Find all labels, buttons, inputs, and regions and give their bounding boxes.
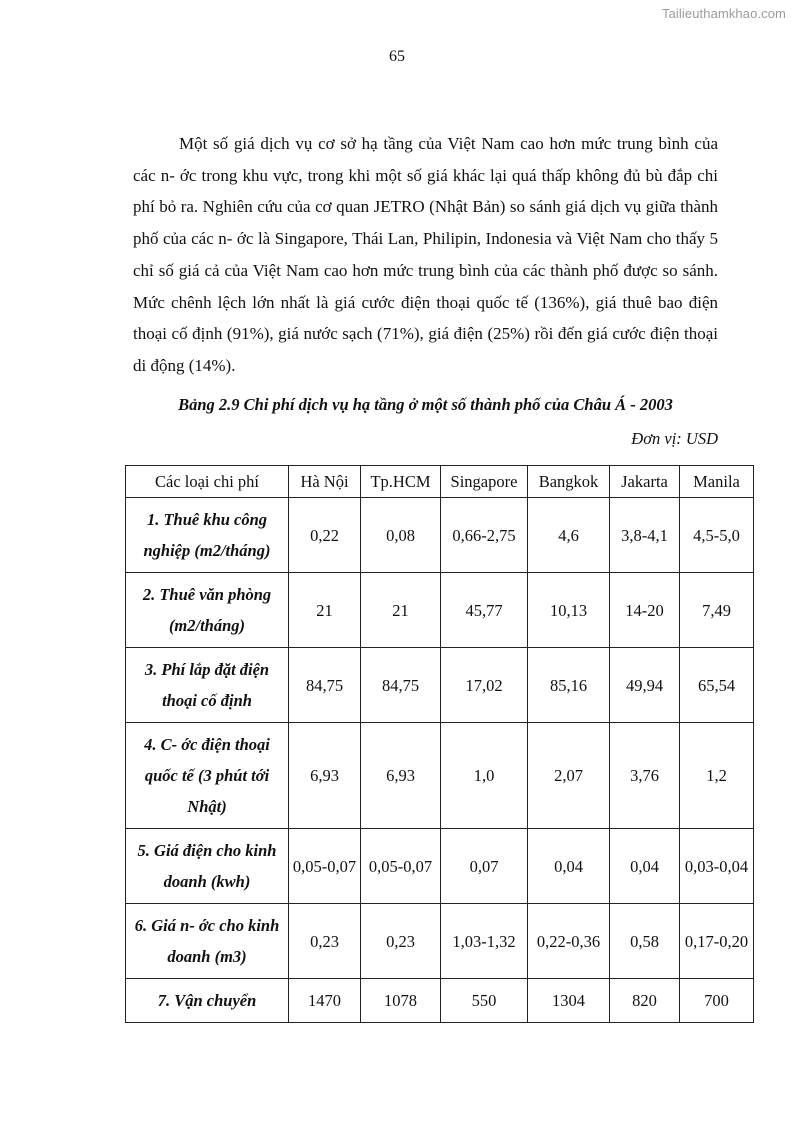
table-cell: 14-20 <box>610 573 680 648</box>
row-label: 2. Thuê văn phòng (m2/tháng) <box>126 573 289 648</box>
table-cell: 1,03-1,32 <box>441 904 528 979</box>
table-row <box>126 648 754 723</box>
table-cell: 0,04 <box>610 829 680 904</box>
table-cell: 0,05-0,07 <box>289 829 361 904</box>
table-row <box>126 979 754 1023</box>
body-paragraph: Một số giá dịch vụ cơ sở hạ tầng của Việt Nam cao hơn mức trung bình của các n- ớc trong khu vực, trong khi một số giá khác lại quá thấp không đủ bù đắp chi phí bỏ ra. Nghiên cứu của cơ quan JETRO (Nhật Bản) so sánh giá dịch vụ giữa thành phố của các n- ớc là Singapore, Thái Lan, Philipin, Indonesia và Việt Nam cho thấy 5 chỉ số giá cả của Việt Nam cao hơn mức trung bình của các thành phố được so sánh. Mức chênh lệch lớn nhất là giá cước điện thoại quốc tế (136%), giá thuê bao điện thoại cố định (91%), giá nước sạch (71%), giá điện (25%) rồi đến giá cước điện thoại di động (14%). <box>133 134 718 375</box>
row-label: 3. Phí lắp đặt điện thoại cố định <box>126 648 289 723</box>
table-cell: 0,22 <box>289 498 361 573</box>
table-cell: 1470 <box>289 979 361 1023</box>
table-cell: 0,17-0,20 <box>680 904 754 979</box>
table-cell: 1,0 <box>441 723 528 829</box>
table-body <box>126 498 754 1023</box>
table-cell: 49,94 <box>610 648 680 723</box>
column-header: Singapore <box>441 466 528 498</box>
table-cell: 2,07 <box>528 723 610 829</box>
row-label: 7. Vận chuyển <box>126 979 289 1023</box>
table-cell: 84,75 <box>361 648 441 723</box>
table-cell: 3,8-4,1 <box>610 498 680 573</box>
row-label: 4. C- ớc điện thoại quốc tế (3 phút tới Nhật) <box>126 723 289 829</box>
table-cell: 21 <box>361 573 441 648</box>
column-header: Tp.HCM <box>361 466 441 498</box>
table-row <box>126 573 754 648</box>
column-header: Manila <box>680 466 754 498</box>
table-row <box>126 904 754 979</box>
table-cell: 0,05-0,07 <box>361 829 441 904</box>
table-cell: 6,93 <box>289 723 361 829</box>
table-cell: 1078 <box>361 979 441 1023</box>
table-cell: 0,66-2,75 <box>441 498 528 573</box>
table-cell: 65,54 <box>680 648 754 723</box>
table-cell: 84,75 <box>289 648 361 723</box>
table-cell: 7,49 <box>680 573 754 648</box>
table-cell: 21 <box>289 573 361 648</box>
table-cell: 700 <box>680 979 754 1023</box>
table-cell: 1304 <box>528 979 610 1023</box>
column-header: Hà Nội <box>289 466 361 498</box>
row-label: 6. Giá n- ớc cho kinh doanh (m3) <box>126 904 289 979</box>
table-row <box>126 829 754 904</box>
row-label: 5. Giá điện cho kinh doanh (kwh) <box>126 829 289 904</box>
table-cell: 4,5-5,0 <box>680 498 754 573</box>
table-cell: 0,07 <box>441 829 528 904</box>
column-header: Bangkok <box>528 466 610 498</box>
table-cell: 10,13 <box>528 573 610 648</box>
table-cell: 17,02 <box>441 648 528 723</box>
table-cell: 0,22-0,36 <box>528 904 610 979</box>
unit-note: Đơn vị: USD <box>631 429 718 448</box>
table-row <box>126 498 754 573</box>
table-cell: 45,77 <box>441 573 528 648</box>
table-cell: 0,58 <box>610 904 680 979</box>
row-label: 1. Thuê khu công nghiệp (m2/tháng) <box>126 498 289 573</box>
column-header: Jakarta <box>610 466 680 498</box>
table-header-row <box>126 466 754 498</box>
table-cell: 0,23 <box>289 904 361 979</box>
table-cell: 550 <box>441 979 528 1023</box>
table-caption: Bảng 2.9 Chi phí dịch vụ hạ tầng ở một số thành phố của Châu Á - 2003 <box>178 395 673 414</box>
table-cell: 820 <box>610 979 680 1023</box>
table-cell: 85,16 <box>528 648 610 723</box>
table-row <box>126 723 754 829</box>
watermark: Tailieuthamkhao.com <box>661 6 786 21</box>
table-cell: 1,2 <box>680 723 754 829</box>
column-header: Các loại chi phí <box>126 466 289 498</box>
table-cell: 4,6 <box>528 498 610 573</box>
table-cell: 6,93 <box>361 723 441 829</box>
page-number: 65 <box>389 48 405 65</box>
table-cell: 3,76 <box>610 723 680 829</box>
infrastructure-cost-table <box>125 465 754 1023</box>
table-cell: 0,04 <box>528 829 610 904</box>
table-cell: 0,23 <box>361 904 441 979</box>
table-cell: 0,08 <box>361 498 441 573</box>
table-cell: 0,03-0,04 <box>680 829 754 904</box>
